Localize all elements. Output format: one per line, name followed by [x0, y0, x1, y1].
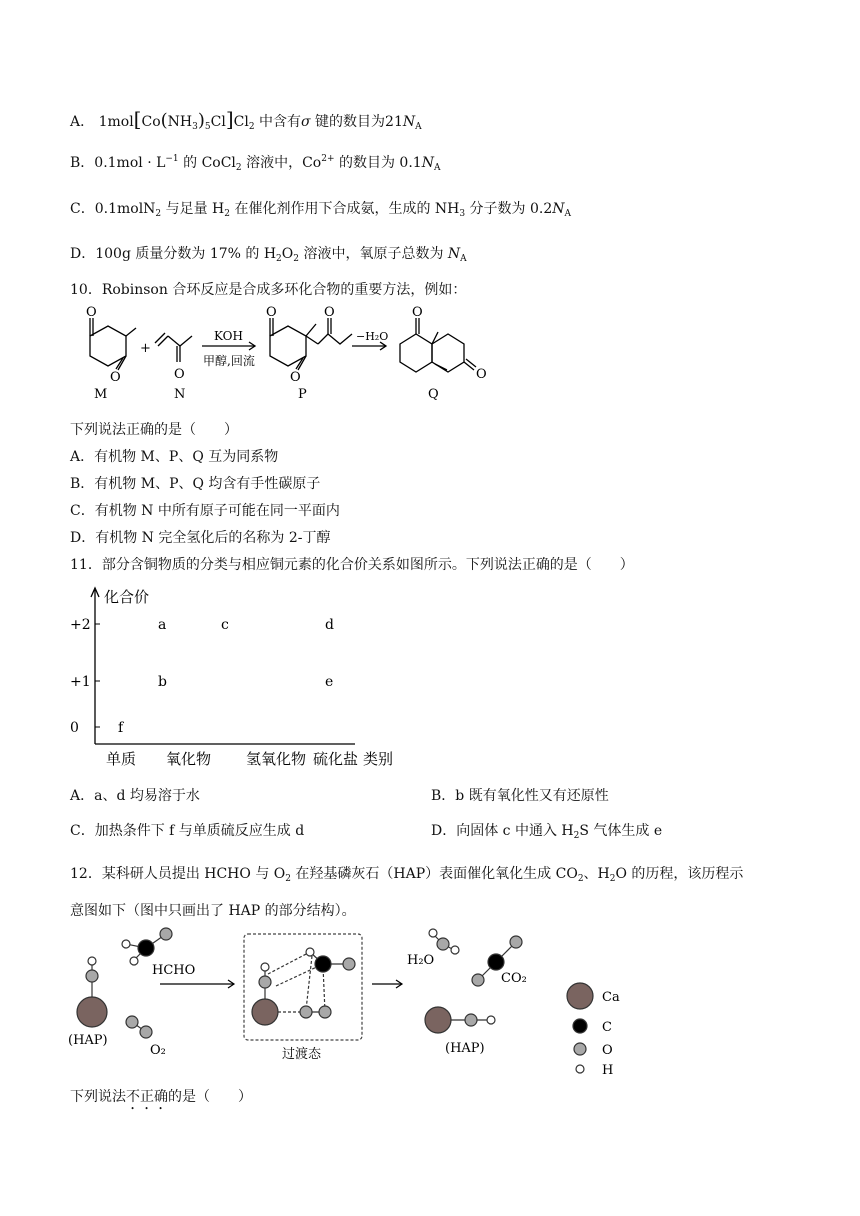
- svg-text:甲醇,回流: 甲醇,回流: [203, 354, 255, 368]
- q9-option-b: B．$0.1mol \cdot L^{-1}$ 的 CoCl$_2$ 溶液中，$Co^{2+}$ 的数目为 $0.1N_A$: [70, 154, 441, 173]
- chart-point-f: f: [118, 720, 124, 736]
- copper-valence-chart: [70, 582, 410, 774]
- svg-text:HCHO: HCHO: [152, 963, 196, 978]
- x-category-label: 硫化盐: [313, 750, 359, 768]
- svg-text:O₂: O₂: [150, 1043, 166, 1058]
- svg-text:−H₂O: −H₂O: [356, 330, 389, 343]
- chart-xlabel: 类别: [363, 750, 394, 768]
- y-tick-label: 0: [70, 720, 79, 736]
- svg-text:O: O: [86, 306, 97, 320]
- chart-ylabel: 化合价: [104, 588, 150, 606]
- q10-option-c: C．有机物 N 中所有原子可能在同一平面内: [70, 503, 340, 519]
- svg-text:O: O: [290, 370, 301, 385]
- svg-text:O: O: [602, 1043, 613, 1058]
- svg-text:O: O: [174, 367, 185, 382]
- q12-stem-line2: 意图如下（图中只画出了 HAP 的部分结构）。: [70, 903, 356, 919]
- chart-point-a: a: [158, 617, 167, 633]
- q11-option-c: C．加热条件下 f 与单质硫反应生成 d: [70, 823, 305, 839]
- svg-text:H₂O: H₂O: [407, 953, 435, 968]
- svg-text:Ca: Ca: [602, 990, 620, 1005]
- q9-option-a: A． $1mol[Co(NH_3)_5Cl]Cl_2$ 中含有σ 键的数目为$21N_A$: [70, 107, 422, 132]
- chart-point-d: d: [325, 617, 334, 633]
- svg-text:H: H: [602, 1063, 614, 1074]
- svg-text:O: O: [110, 370, 121, 385]
- x-category-label: 氢氧化物: [246, 750, 307, 768]
- svg-text:CO₂: CO₂: [501, 971, 527, 986]
- y-tick-label: +1: [70, 674, 91, 690]
- q10-option-b: B．有机物 M、P、Q 均含有手性碳原子: [70, 476, 321, 492]
- svg-text:M: M: [94, 387, 108, 402]
- q12-question: 下列说法不正确的是（ ）: [70, 1089, 252, 1105]
- chart-point-c: c: [221, 617, 229, 633]
- q11-option-d: D．向固体 c 中通入 $H_2S$ 气体生成 e: [431, 823, 663, 841]
- q10-option-d: D．有机物 N 完全氢化后的名称为 2-丁醇: [70, 530, 331, 546]
- svg-text:(HAP): (HAP): [68, 1033, 108, 1048]
- x-category-label: 氧化物: [166, 750, 212, 768]
- chart-point-b: b: [158, 674, 167, 690]
- q11-option-b: B．b 既有氧化性又有还原性: [431, 788, 609, 804]
- robinson-reaction-scheme: [70, 306, 490, 406]
- q12-stem: 12．某科研人员提出 HCHO 与 $O_2$ 在羟基磷灰石（HAP）表面催化氧化生成 $CO_2$、$H_2O$ 的历程，该历程示: [70, 866, 744, 884]
- svg-text:过渡态: 过渡态: [282, 1047, 322, 1062]
- q9-option-d: D．100g 质量分数为 17% 的 $H_2O_2$ 溶液中，氧原子总数为 $N_A$: [70, 246, 467, 264]
- chart-point-e: e: [325, 674, 334, 690]
- svg-text:Q: Q: [428, 387, 439, 402]
- x-category-label: 单质: [106, 750, 137, 768]
- q10-stem: 10．Robinson 合环反应是合成多环化合物的重要方法，例如：: [70, 282, 467, 298]
- svg-text:C: C: [602, 1020, 612, 1035]
- q11-option-a: A．a、d 均易溶于水: [70, 788, 200, 804]
- svg-text:O: O: [476, 367, 487, 382]
- svg-text:N: N: [174, 387, 186, 402]
- svg-text:O: O: [324, 306, 335, 320]
- svg-text:+: +: [140, 341, 151, 356]
- q10-question: 下列说法正确的是（ ）: [70, 422, 238, 438]
- svg-text:O: O: [266, 306, 277, 320]
- svg-text:(HAP): (HAP): [445, 1041, 485, 1056]
- svg-text:O: O: [412, 306, 423, 320]
- svg-text:P: P: [298, 387, 307, 402]
- q9-option-c: C．0.1molN$_2$ 与足量 $H_2$ 在催化剂作用下合成氨，生成的 $NH_3$ 分子数为 $0.2N_A$: [70, 201, 572, 219]
- svg-text:KOH: KOH: [214, 329, 243, 343]
- q10-option-a: A．有机物 M、P、Q 互为同系物: [70, 449, 279, 465]
- y-tick-label: +2: [70, 617, 91, 633]
- q11-stem: 11．部分含铜物质的分类与相应铜元素的化合价关系如图所示。下列说法正确的是（ ）: [70, 557, 634, 573]
- catalytic-oxidation-diagram: [66, 926, 646, 1074]
